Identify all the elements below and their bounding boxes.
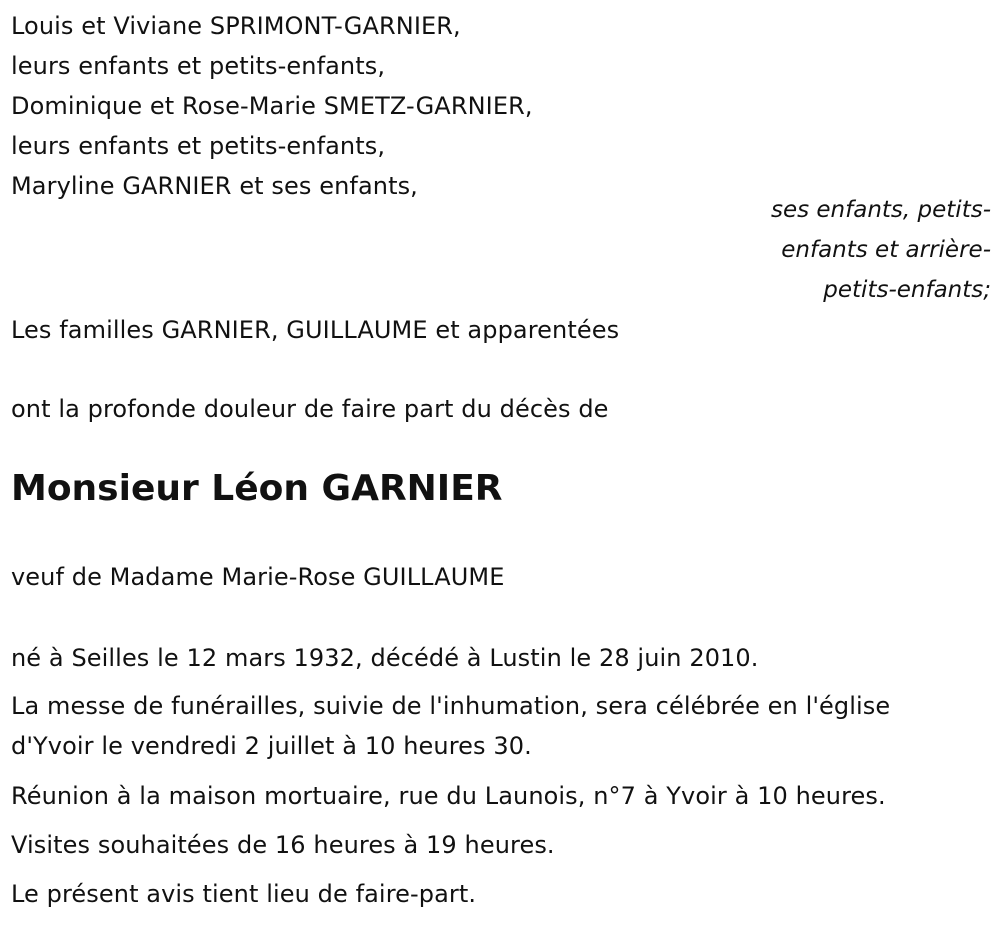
obituary-notice: [11, 0, 991, 929]
family-line-2: leurs enfants et petits-enfants,: [11, 52, 386, 80]
family-line-1: Louis et Viviane SPRIMONT-GARNIER,: [11, 12, 461, 40]
grandchildren-line-2: enfants et arrière-: [781, 237, 991, 263]
families-line: Les familles GARNIER, GUILLAUME et apparentées: [11, 316, 620, 344]
grandchildren-line-3: petits-enfants;: [823, 277, 991, 303]
birth-death-line: né à Seilles le 12 mars 1932, décédé à Lustin le 28 juin 2010.: [11, 644, 759, 672]
deceased-name: Monsieur Léon GARNIER: [11, 468, 503, 509]
funeral-line-2: d'Yvoir le vendredi 2 juillet à 10 heures 30.: [11, 732, 532, 760]
widower-line: veuf de Madame Marie-Rose GUILLAUME: [11, 563, 505, 591]
family-line-3: Dominique et Rose-Marie SMETZ-GARNIER,: [11, 92, 533, 120]
family-line-4: leurs enfants et petits-enfants,: [11, 132, 386, 160]
notice-line: Le présent avis tient lieu de faire-part.: [11, 880, 477, 908]
funeral-line-1: La messe de funérailles, suivie de l'inhumation, sera célébrée en l'église: [11, 692, 891, 720]
meeting-line: Réunion à la maison mortuaire, rue du Launois, n°7 à Yvoir à 10 heures.: [11, 782, 886, 810]
visits-line: Visites souhaitées de 16 heures à 19 heures.: [11, 831, 555, 859]
announcement-line: ont la profonde douleur de faire part du décès de: [11, 395, 609, 423]
grandchildren-line-1: ses enfants, petits-: [770, 197, 991, 223]
family-line-5: Maryline GARNIER et ses enfants,: [11, 172, 418, 200]
